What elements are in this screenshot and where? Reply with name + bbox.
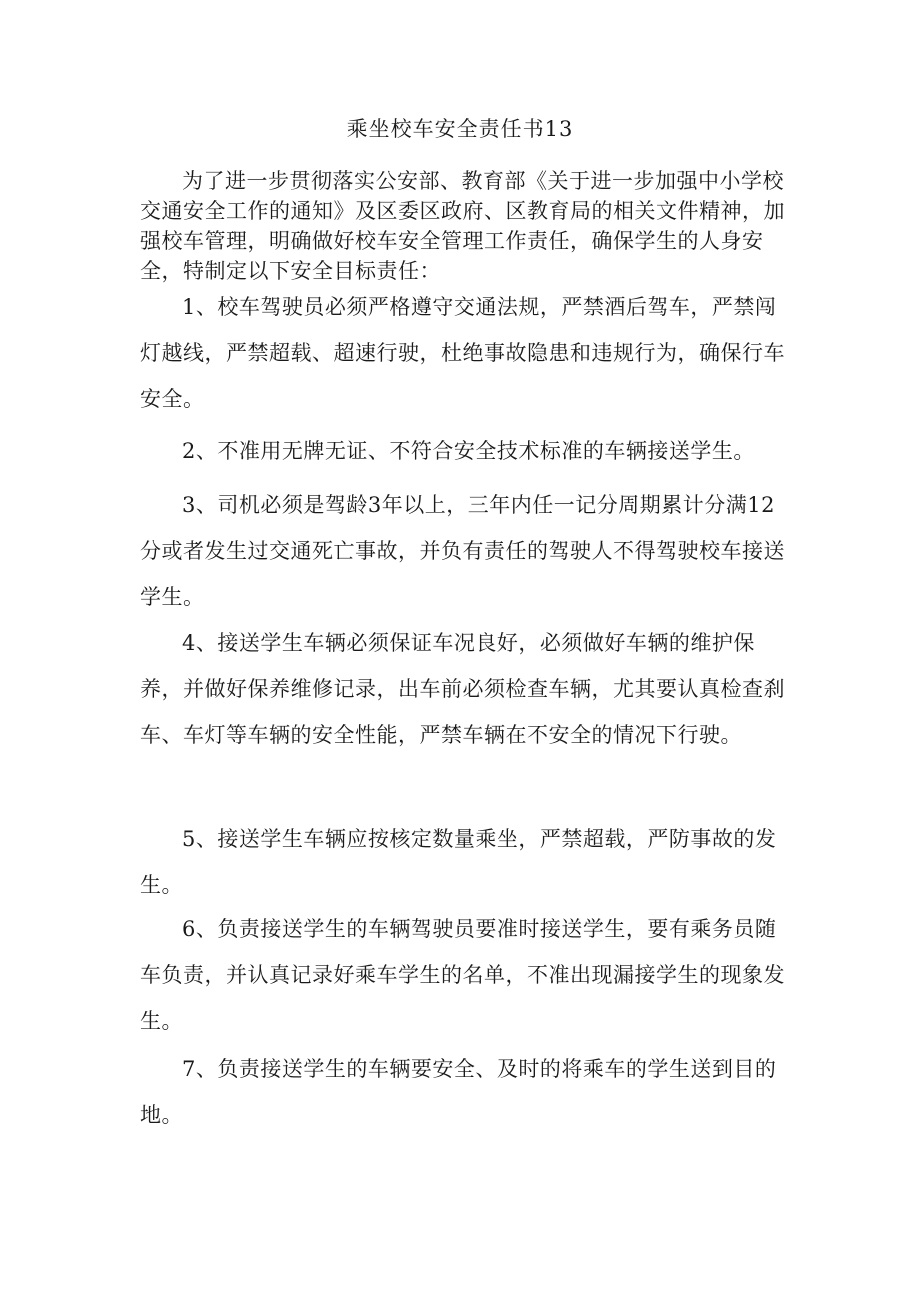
intro-paragraph: 为了进一步贯彻落实公安部、教育部《关于进一步加强中小学校交通安全工作的通知》及区委区政府、区教育局的相关文件精神，加强校车管理，明确做好校车安全管理工作责任，确保学生的人身安全，特制定以下安全目标责任： [140, 169, 785, 283]
document-title: 乘坐校车安全责任书13 [346, 117, 574, 141]
clause-2: 2、不准用无牌无证、不符合安全技术标准的车辆接送学生。 [182, 439, 755, 463]
clause-5: 5、接送学生车辆应按核定数量乘坐，严禁超载，严防事故的发生。 [140, 827, 777, 897]
clause-1: 1、校车驾驶员必须严格遵守交通法规，严禁酒后驾车，严禁闯灯越线，严禁超载、超速行驶，杜绝事故隐患和违规行为，确保行车安全。 [140, 295, 785, 411]
clause-6: 6、负责接送学生的车辆驾驶员要准时接送学生，要有乘务员随车负责，并认真记录好乘车学生的名单，不准出现漏接学生的现象发生。 [140, 917, 785, 1033]
clause-3: 3、司机必须是驾龄3年以上，三年内任一记分周期累计分满12分或者发生过交通死亡事故，并负有责任的驾驶人不得驾驶校车接送学生。 [140, 493, 785, 609]
clause-7: 7、负责接送学生的车辆要安全、及时的将乘车的学生送到目的地。 [140, 1057, 777, 1127]
clause-4: 4、接送学生车辆必须保证车况良好，必须做好车辆的维护保养，并做好保养维修记录，出车前必须检查车辆，尤其要认真检查刹车、车灯等车辆的安全性能，严禁车辆在不安全的情况下行驶。 [140, 631, 785, 747]
